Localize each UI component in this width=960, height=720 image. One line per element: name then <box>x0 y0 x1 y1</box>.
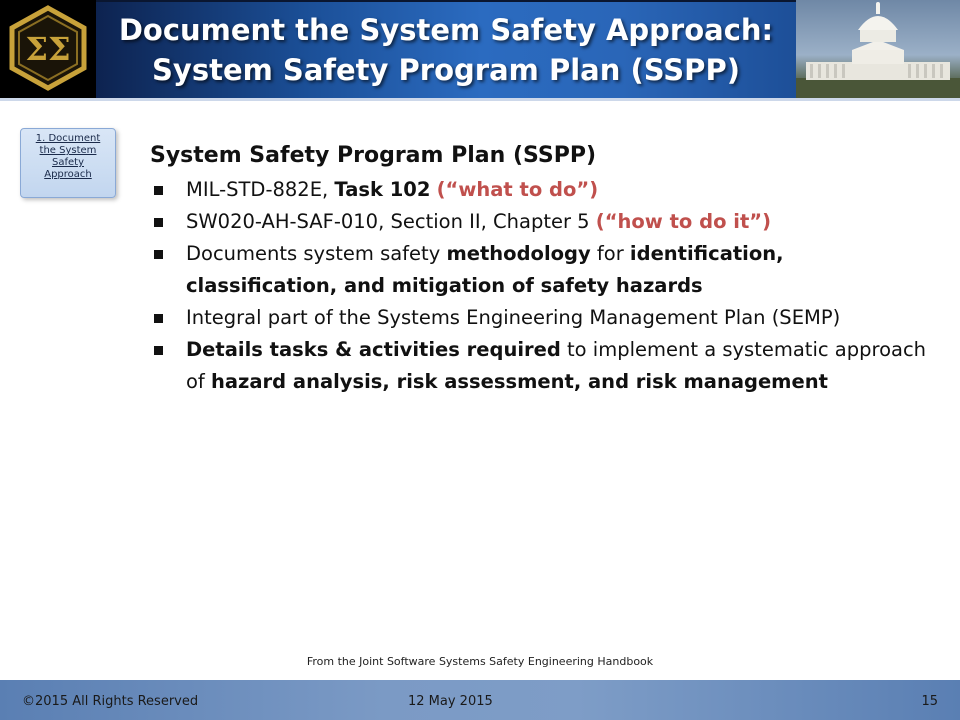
bullet-text-segment: Task 102 <box>334 178 431 201</box>
square-bullet-icon <box>154 314 163 323</box>
bullet-text-segment: Documents system safety <box>186 242 447 265</box>
source-note: From the Joint Software Systems Safety Engineering Handbook <box>306 655 654 668</box>
bullet-text-segment: SW020-AH-SAF-010, Section II, Chapter 5 <box>186 210 596 233</box>
square-bullet-icon <box>154 186 163 195</box>
bullet-text-segment: Integral part of the Systems Engineering Management Plan (SEMP) <box>186 306 841 329</box>
bullet-item <box>150 334 930 398</box>
section-indicator-line: Safety <box>52 157 84 168</box>
capitol-icon <box>796 0 960 100</box>
title-line-1: Document the System Safety Approach: <box>118 13 774 47</box>
slide-body <box>150 140 930 398</box>
section-title: System Safety Program Plan (SSPP) <box>150 143 597 168</box>
bullet-item <box>150 174 930 206</box>
square-bullet-icon <box>154 218 163 227</box>
bullet-text-segment: (“what to do”) <box>436 178 599 201</box>
section-indicator-box <box>20 128 116 198</box>
bullet-text-segment: hazard analysis, risk assessment, and risk management <box>211 370 828 393</box>
bullet-item <box>150 302 930 334</box>
logo <box>0 0 96 100</box>
title-band <box>96 2 796 100</box>
header-divider <box>0 98 960 101</box>
double-sigma-hexagon-logo-icon <box>4 4 92 92</box>
svg-text:ΣΣ: ΣΣ <box>25 30 71 68</box>
page-number: 15 <box>921 694 938 709</box>
slide-header <box>0 0 960 100</box>
bullet-text-segment: (“how to do it”) <box>595 210 771 233</box>
square-bullet-icon <box>154 346 163 355</box>
slide-title <box>96 10 796 90</box>
bullet-text-segment: MIL-STD-882E, <box>186 178 335 201</box>
slide-footer <box>0 680 960 720</box>
title-line-2: System Safety Program Plan (SSPP) <box>152 53 740 87</box>
footer-date: 12 May 2015 <box>408 694 493 709</box>
bullet-list <box>150 174 930 398</box>
bullet-text-segment: Details tasks & activities required <box>186 338 561 361</box>
bullet-text-segment: methodology <box>446 242 591 265</box>
section-indicator-line: Approach <box>44 169 92 180</box>
bullet-text-segment: to implement a systematic approach of <box>186 338 927 393</box>
bullet-text-segment: for <box>590 242 630 265</box>
bullet-item <box>150 206 930 238</box>
square-bullet-icon <box>154 250 163 259</box>
capitol-building-photo <box>796 0 960 100</box>
bullet-text-segment: identification, classification, and mitigation of safety hazards <box>186 242 784 297</box>
section-indicator-line: the System <box>39 145 97 156</box>
bullet-item <box>150 238 930 302</box>
section-indicator-line: 1. Document <box>35 133 101 144</box>
copyright-text: ©2015 All Rights Reserved <box>22 694 199 709</box>
